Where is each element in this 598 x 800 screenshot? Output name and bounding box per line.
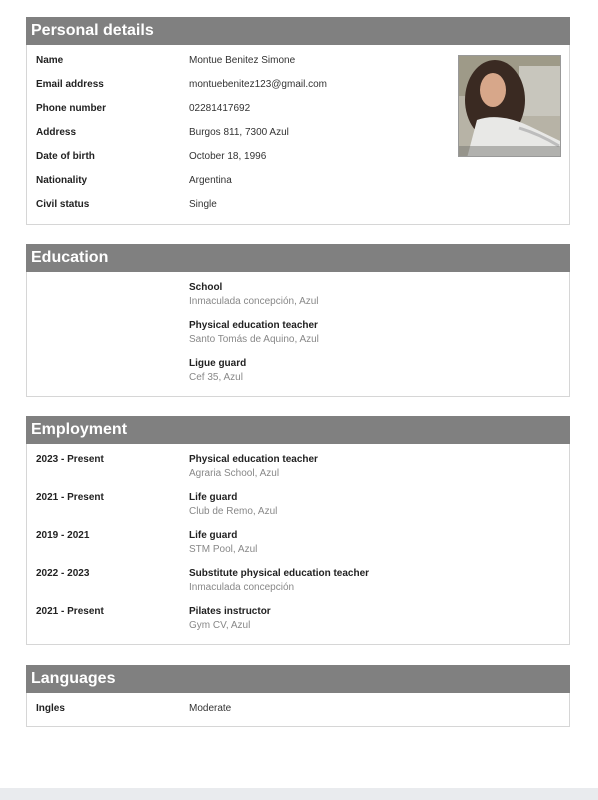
detail-value: montuebenitez123@gmail.com (189, 79, 328, 90)
education-item (27, 276, 569, 314)
education-institution: Inmaculada concepción, Azul (189, 296, 319, 307)
education-section (26, 244, 570, 397)
employment-period: 2021 - Present (36, 492, 104, 503)
education-title: Ligue guard (189, 358, 247, 369)
education-header: Education (26, 244, 570, 272)
detail-row-civil-status (27, 193, 569, 217)
employment-title: Physical education teacher (189, 454, 318, 465)
employment-employer: STM Pool, Azul (189, 544, 258, 555)
employment-item (27, 600, 569, 638)
detail-value: Burgos 811, 7300 Azul (189, 127, 289, 138)
employment-title: Pilates instructor (189, 606, 271, 617)
employment-employer: Agraria School, Azul (189, 468, 280, 479)
education-item (27, 352, 569, 390)
education-institution: Cef 35, Azul (189, 372, 243, 383)
employment-title: Substitute physical education teacher (189, 568, 370, 579)
employment-section (26, 416, 570, 645)
detail-row-nationality (27, 169, 569, 193)
language-level: Moderate (189, 703, 232, 714)
employment-item (27, 486, 569, 524)
education-title: School (189, 282, 223, 293)
education-title: Physical education teacher (189, 320, 318, 331)
education-institution: Santo Tomás de Aquino, Azul (189, 334, 319, 345)
detail-label: Date of birth (36, 151, 95, 162)
languages-header: Languages (26, 665, 570, 693)
personal-details-header: Personal details (26, 17, 570, 45)
detail-value: Argentina (189, 175, 232, 186)
detail-value: 02281417692 (189, 103, 251, 114)
profile-photo-image (459, 56, 561, 157)
detail-label: Phone number (36, 103, 107, 114)
employment-title: Life guard (189, 530, 238, 541)
language-row (27, 697, 569, 721)
employment-header: Employment (26, 416, 570, 444)
employment-item (27, 562, 569, 600)
detail-value: Single (189, 199, 217, 210)
employment-item (27, 524, 569, 562)
employment-item (27, 448, 569, 486)
employment-title: Life guard (189, 492, 238, 503)
language-name: Ingles (36, 703, 65, 714)
detail-label: Nationality (36, 175, 88, 186)
employment-period: 2023 - Present (36, 454, 104, 465)
employment-employer: Club de Remo, Azul (189, 506, 278, 517)
education-item (27, 314, 569, 352)
detail-label: Civil status (36, 199, 90, 210)
detail-value: October 18, 1996 (189, 151, 267, 162)
employment-employer: Gym CV, Azul (189, 620, 251, 631)
profile-photo (458, 55, 561, 157)
detail-value: Montue Benitez Simone (189, 55, 296, 66)
detail-label: Address (36, 127, 77, 138)
languages-section (26, 665, 570, 727)
employment-period: 2021 - Present (36, 606, 104, 617)
detail-label: Email address (36, 79, 104, 90)
page-bottom-edge (0, 788, 598, 800)
employment-period: 2019 - 2021 (36, 530, 90, 541)
employment-employer: Inmaculada concepción (189, 582, 295, 593)
employment-period: 2022 - 2023 (36, 568, 90, 579)
personal-details-section (26, 17, 570, 225)
detail-label: Name (36, 55, 64, 66)
